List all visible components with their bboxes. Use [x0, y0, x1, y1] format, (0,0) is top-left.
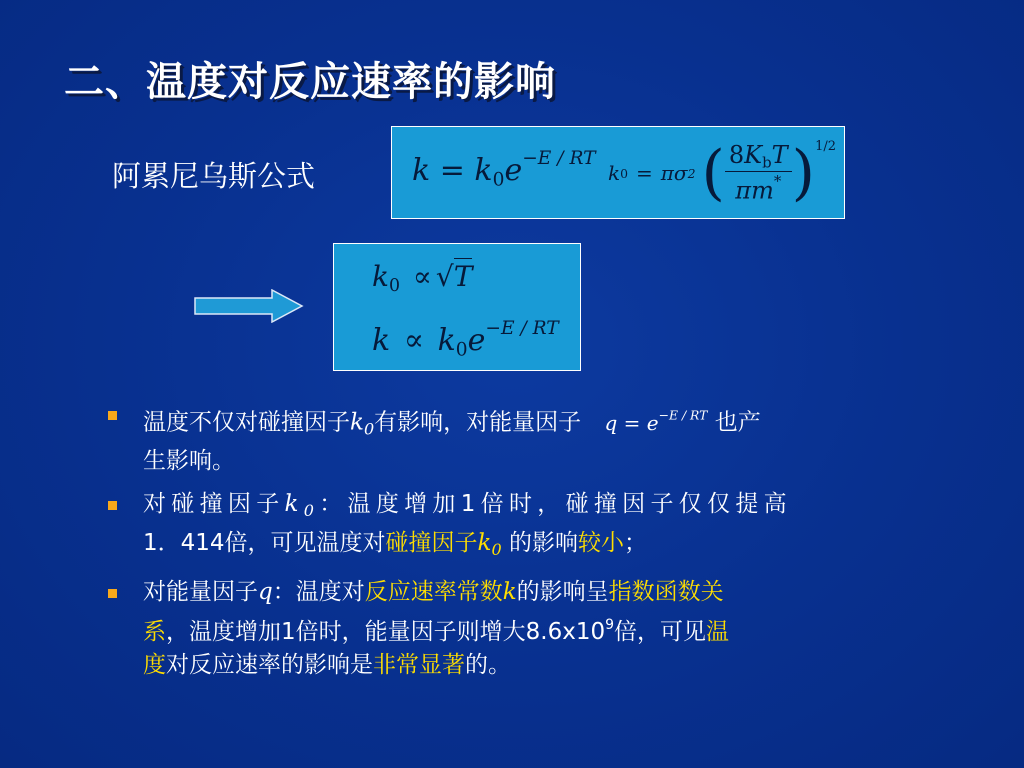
formula-symbol: e [467, 322, 486, 358]
formula-symbol: π [735, 177, 752, 206]
formula-operator: = [439, 152, 465, 188]
bullet-text: 倍，可见 [614, 618, 707, 645]
energy-factor-formula [604, 407, 708, 435]
exponential-proportion [372, 318, 559, 360]
bullet-text: 温度不仅对碰撞因子 [143, 409, 350, 436]
formula-subscript: 0 [303, 501, 320, 521]
bullet-text: 对能量因子 [143, 578, 258, 605]
square-bullet-icon [108, 411, 117, 420]
formula-symbol: 8 [728, 140, 745, 169]
sqrt-proportion [372, 260, 472, 296]
formula-symbol: k [437, 322, 456, 358]
highlight-text: 较小 [577, 530, 624, 557]
bullet-line [143, 649, 886, 682]
bullet-text: 的影响呈 [516, 578, 609, 605]
bullet-text: ：温度对 [272, 578, 365, 605]
highlight-text: 温 [706, 618, 730, 645]
right-arrow-icon [194, 289, 304, 323]
bullet-text: 也产 [714, 409, 761, 436]
formula-symbol: q [604, 410, 618, 435]
formula-symbol: e [646, 410, 659, 435]
bullet-text: ：温度增加1倍时，碰撞因子仅仅提高 [319, 491, 792, 518]
bullet-text: ，温度增加1倍时，能量因子则增大8.6x10 [166, 618, 606, 645]
bullet-line [143, 576, 886, 609]
formula-symbol: k [474, 152, 493, 188]
list-item [106, 488, 886, 566]
formula-exponent: * [773, 172, 782, 191]
formula-symbol: e [504, 152, 523, 188]
fraction-numerator [725, 141, 792, 172]
formula-operator: = [636, 161, 653, 185]
formula-exponent: 9 [605, 616, 615, 633]
list-item [106, 398, 886, 478]
bullet-text: 的。 [465, 651, 511, 678]
bullet-line [143, 398, 886, 445]
formula-symbol: k [372, 260, 389, 293]
bullet-text: 的影响 [501, 530, 578, 557]
formula-exponent: −E / RT [658, 407, 708, 422]
highlight-text: 系 [143, 618, 166, 645]
formula-subscript: 0 [388, 276, 401, 297]
bullet-line [143, 609, 886, 649]
formula-symbol: q [258, 578, 273, 605]
sqrt-icon: √ [435, 260, 454, 293]
formula-label: 阿累尼乌斯公式 [112, 159, 316, 193]
formula-symbol: K [744, 140, 763, 169]
highlight-text: 碰撞因子 [385, 530, 478, 557]
square-bullet-icon [108, 589, 117, 598]
formula-symbol: k [477, 530, 492, 557]
formula-subscript: 0 [363, 419, 375, 439]
highlight-text: 度 [143, 651, 166, 678]
arrhenius-equation [412, 148, 596, 190]
formula-symbol: T [453, 260, 473, 293]
formula-exponent: −E / RT [485, 318, 559, 339]
formula-symbol: k [412, 152, 431, 188]
fraction-denominator [725, 172, 792, 205]
highlight-text: 非常显著 [373, 651, 465, 678]
bullet-text: 1．414倍，可见温度对 [143, 530, 386, 557]
formula-subscript: 0 [455, 339, 468, 361]
formula-symbol: k [350, 409, 364, 436]
formula-exponent: −E / RT [522, 148, 596, 169]
list-item [106, 576, 886, 682]
formula-fraction [725, 141, 792, 205]
formula-symbol: k [502, 578, 517, 605]
formula-subscript: 0 [492, 169, 505, 191]
formula-subscript: 0 [491, 539, 502, 559]
collision-factor-equation [608, 133, 836, 213]
proportional-symbol: ∝ [403, 322, 425, 358]
bullet-text: ； [623, 530, 647, 557]
formula-symbol: πσ [660, 161, 688, 185]
left-paren: ( [701, 138, 725, 208]
formula-symbol: T [771, 140, 788, 169]
bullet-text: 有影响，对能量因子 [374, 409, 582, 436]
formula-symbol: k [284, 491, 304, 518]
formula-exponent: 1/2 [815, 139, 836, 154]
arrhenius-formula-box [391, 126, 845, 219]
formula-subscript: b [762, 153, 772, 172]
formula-exponent: 2 [687, 165, 696, 181]
proportionality-box [333, 243, 581, 371]
formula-symbol: m [751, 177, 774, 206]
formula-symbol: k [372, 322, 391, 358]
bullet-line [143, 488, 886, 527]
bullet-line [143, 527, 886, 566]
formula-symbol: k [608, 161, 621, 185]
highlight-text: 指数函数关 [608, 578, 724, 605]
page-title: 二、温度对反应速率的影响 [64, 59, 556, 105]
proportional-symbol: ∝ [412, 260, 432, 293]
formula-subscript: 0 [620, 165, 629, 181]
formula-operator: = [623, 410, 641, 435]
bullet-text: 生影响。 [143, 448, 235, 475]
bullet-text: 对碰撞因子 [143, 491, 285, 518]
square-bullet-icon [108, 501, 117, 510]
right-paren: ) [791, 138, 816, 208]
bullet-list [106, 398, 886, 692]
bullet-text: 对反应速率的影响是 [166, 651, 373, 678]
highlight-text: 反应速率常数 [364, 578, 503, 605]
